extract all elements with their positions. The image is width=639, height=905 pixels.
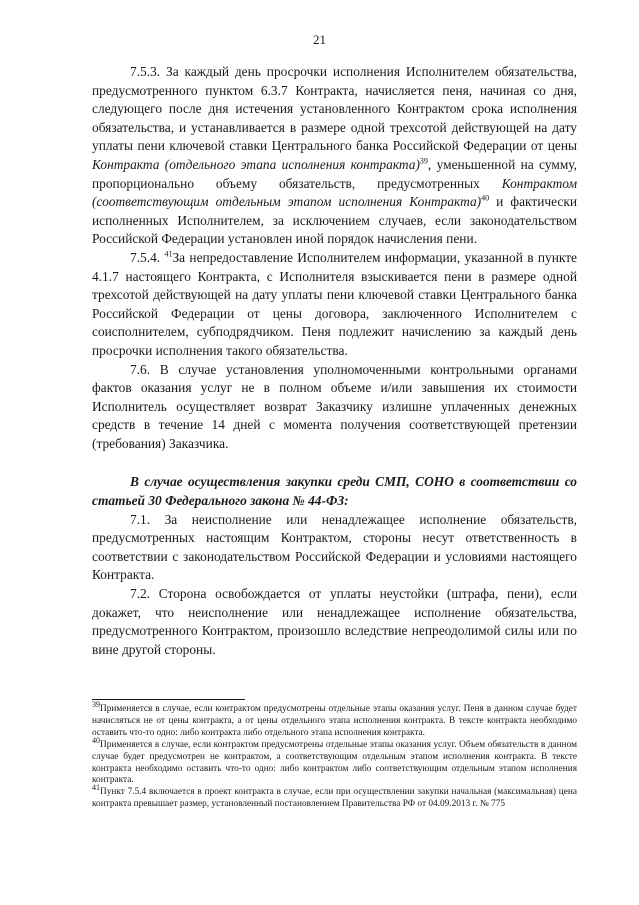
text-segment: Применяется в случае, если контрактом предусмотрены отдельные этапы оказания услуг. Пеня в данном случае будет начисляться не от цены контракта, а от цены отдельного этапа исполнения контракта. В тексте контракта необходимо оставить что-то одно: либо контракта либо отдельного этапа исполнения контракта.: [92, 704, 577, 738]
footnote-ref: 41: [164, 249, 173, 259]
text-segment: , уменьшенной на сумму, пропорционально объему обязательств, предусмотренных: [92, 156, 577, 191]
italic-text: Контрактом (соответствующим отдельным этапом исполнения Контракта): [92, 175, 577, 210]
italic-text: Контракта (отдельного этапа исполнения контракта): [92, 156, 420, 172]
footnote-ref: 39: [419, 156, 428, 166]
footnote-41: [92, 783, 577, 811]
text-segment: За непредоставление Исполнителем информации, указанной в пункте 4.1.7 настоящего Контракта, с Исполнителя взыскивается пени в размере одной трехсотой действующей на дату уплаты пени ключевой ставки Центрального банка Российской Федерации от цены договора, заключенного Исполнителем с соисполнителем, субподрядчиком. Пеня подлежит начислению за каждый день просрочки исполнения такого обязательства.: [92, 249, 577, 358]
paragraph-7-2: [92, 585, 577, 659]
text-segment: В случае осуществления закупки среди СМП, СОНО в соответствии со статьей 30 Федерального закона № 44-ФЗ:: [92, 474, 577, 509]
footnote-ref: 39: [92, 699, 100, 709]
text-segment: 7.2. Сторона освобождается от уплаты неустойки (штрафа, пени), если докажет, что неисполнение или ненадлежащее исполнение обязательства, предусмотренного Контрактом, произошло вследствие непреодолимой силы или по вине другой стороны.: [92, 586, 577, 657]
footnote-40: [92, 735, 577, 788]
text-segment: и фактически исполненных Исполнителем, за исключением случаев, если законодательством Российской Федерации установлен иной порядок начисления пени.: [92, 194, 577, 247]
text-segment: 7.5.3. За каждый день просрочки исполнения Исполнителем обязательства, предусмотренного пунктом 6.3.7 Контракта, начисляется пеня, начиная со дня, следующего после дня истечения установленного Контрактом срока исполнения обязательства, и устанавливается в размере одной трехсотой действующей на дату уплаты пени ключевой ставки Центрального банка Российской Федерации от цены: [92, 64, 577, 154]
footnote-separator: [92, 699, 245, 700]
text-segment: 7.6. В случае установления уполномоченными контрольными органами фактов оказания услуг не в полном объеме и/или завышения их стоимости Исполнитель осуществляет возврат Заказчику излишне уплаченных денежных средств в течение 14 дней с момента получения соответствующей претензии (требования) Заказчика.: [92, 361, 577, 451]
text-segment: Применяется в случае, если контрактом предусмотрены отдельные этапы оказания услуг. Объем обязательств в данном случае будет предусмотрен не контрактом, а соответствующим отдельным этапом исполнения контракта. В тексте контракта необходимо оставить что-то одно: либо контрактом либо соответствующим отдельным этапом исполнения контракта.: [92, 739, 577, 786]
paragraph-7-1: [92, 511, 577, 585]
document-body: [92, 63, 577, 659]
footnote-ref: 41: [92, 783, 100, 793]
text-segment: 7.1. За неисполнение или ненадлежащее исполнение обязательств, предусмотренных настоящим Контрактом, стороны несут ответственность в соответствии с законодательством Российской Федерации и условиями настоящего Контракта.: [92, 511, 577, 583]
footnotes: [92, 699, 577, 811]
paragraph-7-6: [92, 361, 577, 454]
text-segment: 7.5.4.: [130, 249, 165, 265]
page-number: 21: [313, 32, 326, 47]
section-heading: [92, 473, 577, 510]
footnote-ref: 40: [481, 193, 490, 203]
paragraph-7-5-4: [92, 249, 577, 361]
footnote-39: [92, 699, 577, 740]
footnote-ref: 40: [92, 735, 100, 745]
paragraph-7-5-3: [92, 63, 577, 249]
text-segment: Пункт 7.5.4 включается в проект контракта в случае, если при осуществлении закупки начальная (максимальная) цена контракта превышает размер, установленный постановлением Правительства РФ от 04.09.2013 г. № 775: [92, 787, 577, 810]
